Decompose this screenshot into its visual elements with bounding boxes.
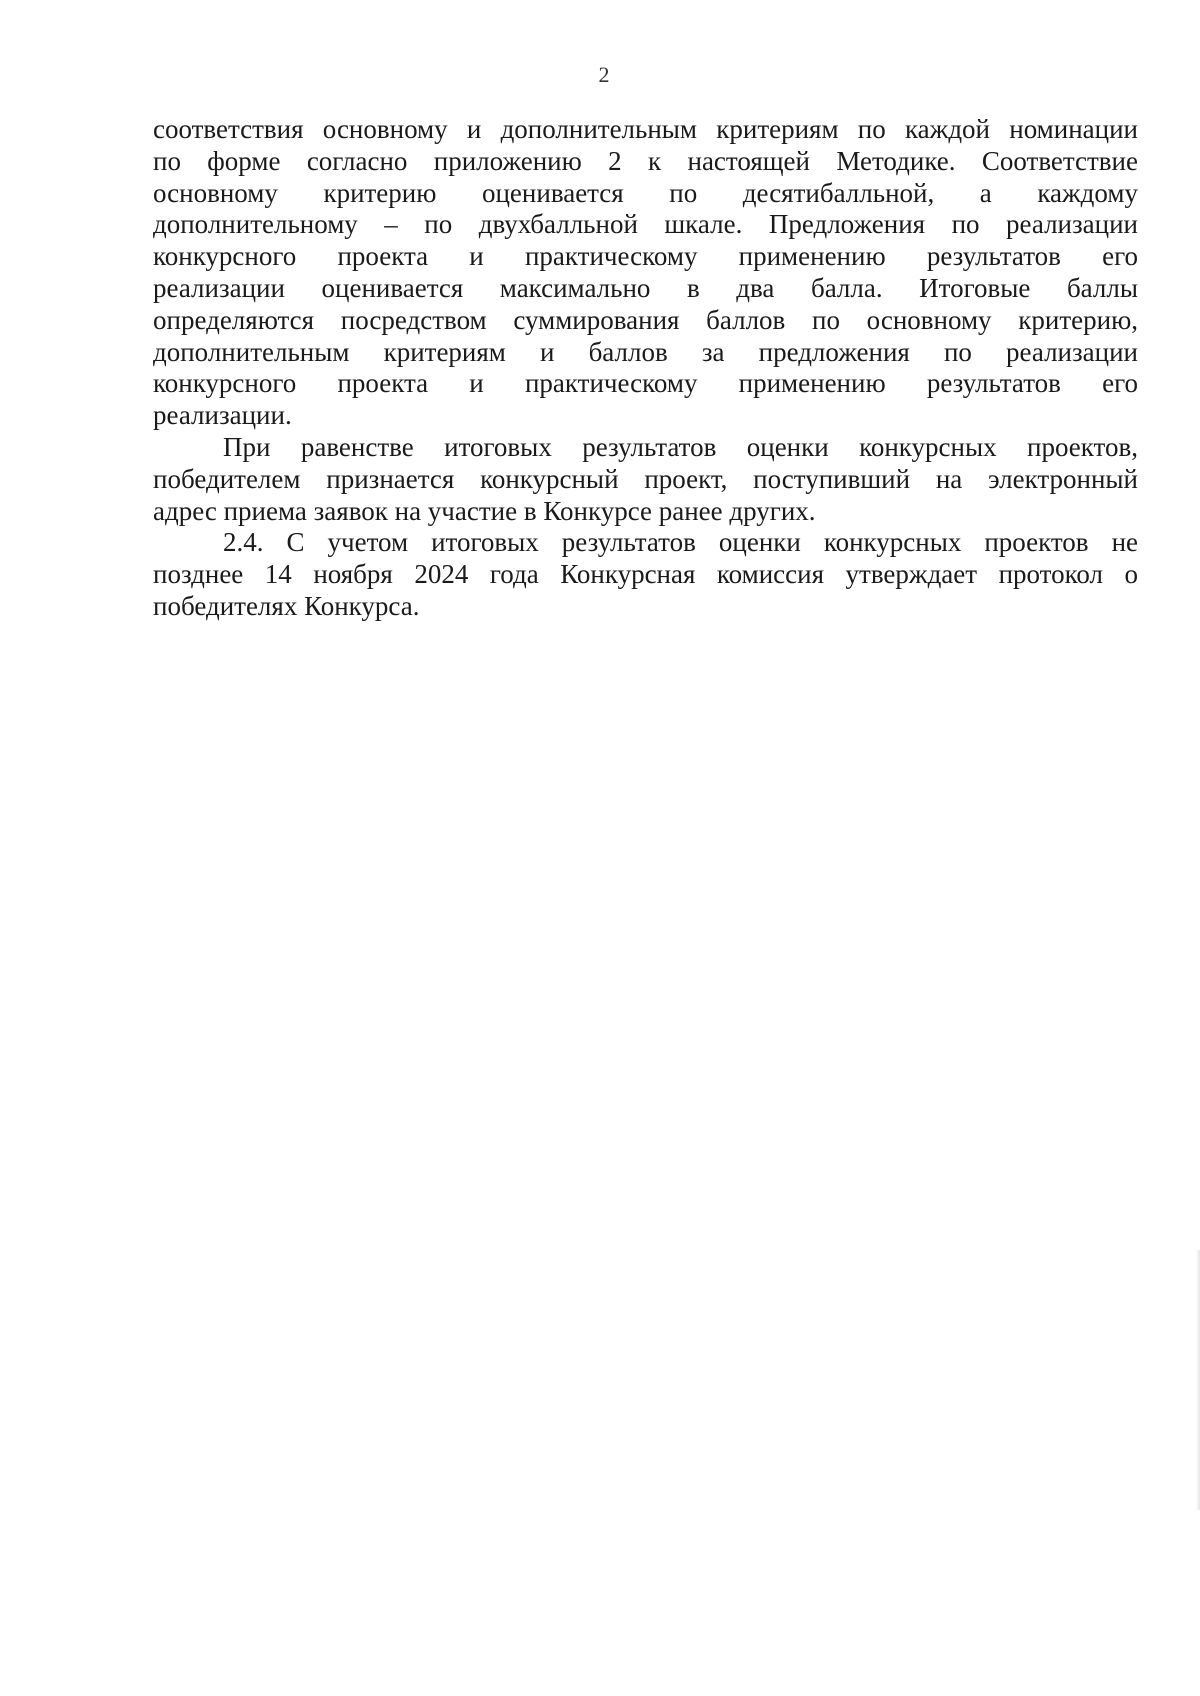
page-number: 2 — [598, 62, 610, 87]
text-line: соответствия основному и дополнительным критериям по каждой номинации — [153, 114, 1138, 144]
text-line: дополнительным критериям и баллов за предложения по реализации — [153, 336, 1138, 367]
text-line: 2.4. С учетом итоговых результатов оценки конкурсных проектов не — [223, 527, 1138, 558]
paragraph-2 — [153, 432, 1138, 527]
text-line: конкурсного проекта и практическому применению результатов его — [153, 241, 1138, 272]
text-line: дополнительному – по двухбалльной шкале. Предложения по реализации — [153, 209, 1138, 240]
text-line: по форме согласно приложению 2 к настоящей Методике. Соответствие — [153, 145, 1138, 176]
document-body — [153, 114, 1138, 623]
paragraph-1 — [153, 114, 1138, 432]
text-line: реализации оценивается максимально в два балла. Итоговые баллы — [153, 272, 1138, 303]
text-line: реализации. — [153, 400, 292, 431]
text-line: адрес приема заявок на участие в Конкурсе ранее других. — [153, 495, 816, 526]
text-line: победителях Конкурса. — [153, 590, 420, 621]
text-line: При равенстве итоговых результатов оценки конкурсных проектов, — [223, 431, 1138, 462]
paragraph-3 — [153, 527, 1138, 622]
scan-edge-shadow — [1196, 1250, 1200, 1510]
text-line: определяются посредством суммирования баллов по основному критерию, — [153, 304, 1138, 335]
text-line: конкурсного проекта и практическому применению результатов его — [153, 368, 1138, 399]
text-line: позднее 14 ноября 2024 года Конкурсная комиссия утверждает протокол о — [153, 559, 1138, 590]
text-line: победителем признается конкурсный проект, поступивший на электронный — [153, 463, 1138, 494]
text-line: основному критерию оценивается по десятибалльной, а каждому — [153, 177, 1138, 208]
